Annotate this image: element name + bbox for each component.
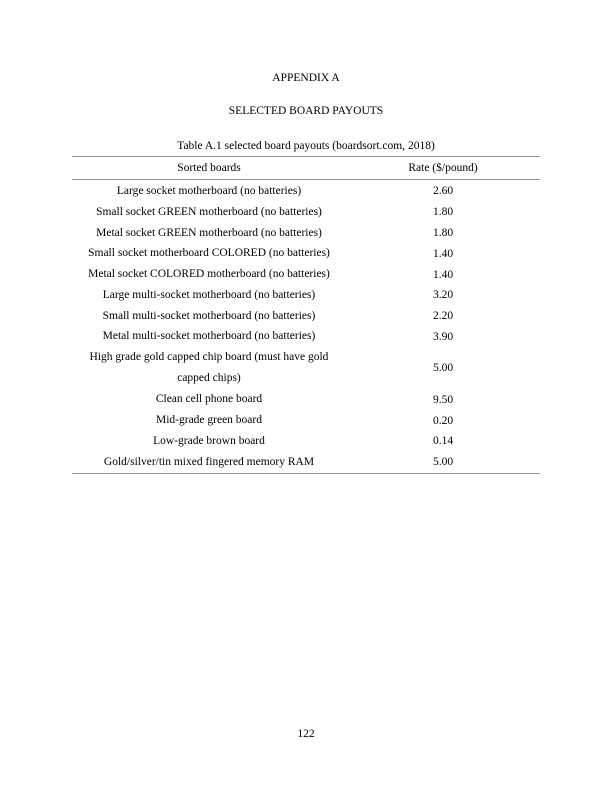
rate-cell: 3.90	[432, 330, 454, 343]
board-cell: Metal socket GREEN motherboard (no batteries)	[96, 226, 322, 239]
rate-cell: 1.80	[432, 226, 454, 239]
rate-cell: 9.50	[432, 393, 454, 406]
rate-cell: 5.00	[432, 362, 454, 375]
table-row	[72, 264, 540, 285]
column-header-rate: Rate ($/pound)	[408, 162, 478, 174]
rate-cell: 1.40	[432, 268, 454, 281]
board-cell: Low-grade brown board	[153, 434, 265, 447]
board-cell: Mid-grade green board	[155, 414, 262, 427]
table-row	[72, 202, 540, 223]
table-row	[72, 452, 540, 473]
table-row	[72, 243, 540, 264]
appendix-heading: APPENDIX A	[272, 72, 340, 84]
rate-cell: 2.60	[432, 185, 454, 198]
board-cell: Large socket motherboard (no batteries)	[116, 184, 302, 197]
table-body	[72, 180, 540, 473]
board-cell: Metal multi-socket motherboard (no batteries)	[102, 330, 316, 343]
table-row	[72, 223, 540, 244]
board-cell: Small multi-socket motherboard (no batteries)	[102, 309, 316, 322]
rate-cell: 0.20	[432, 414, 454, 427]
board-cell: Large multi-socket motherboard (no batteries)	[102, 288, 316, 301]
board-cell: Metal socket COLORED motherboard (no batteries)	[88, 268, 330, 281]
table-row	[72, 431, 540, 452]
board-cell: Clean cell phone board	[155, 393, 263, 406]
table-row	[72, 410, 540, 431]
payout-table	[72, 156, 540, 474]
table-row	[72, 389, 540, 410]
rate-cell: 3.20	[432, 289, 454, 302]
table-caption: Table A.1 selected board payouts (boardsort.com, 2018)	[177, 140, 435, 152]
board-cell: Gold/silver/tin mixed fingered memory RAM	[103, 455, 315, 468]
section-title: SELECTED BOARD PAYOUTS	[228, 105, 384, 117]
column-header-sorted-boards: Sorted boards	[177, 161, 241, 174]
table-row	[72, 181, 540, 202]
page-number: 122	[297, 728, 315, 740]
table-header-row	[72, 157, 540, 180]
rate-cell: 1.40	[432, 247, 454, 260]
rate-cell: 1.80	[432, 206, 454, 219]
rate-cell: 0.14	[432, 435, 454, 448]
board-cell: High grade gold capped chip board (must have gold capped chips)	[89, 351, 329, 385]
table-row	[72, 285, 540, 306]
board-cell: Small socket motherboard COLORED (no batteries)	[88, 247, 330, 260]
rate-cell: 2.20	[432, 310, 454, 323]
table-row	[72, 347, 540, 389]
table-row	[72, 327, 540, 348]
table-row	[72, 306, 540, 327]
board-cell: Small socket GREEN motherboard (no batteries)	[96, 205, 322, 218]
rate-cell: 5.00	[432, 456, 454, 469]
